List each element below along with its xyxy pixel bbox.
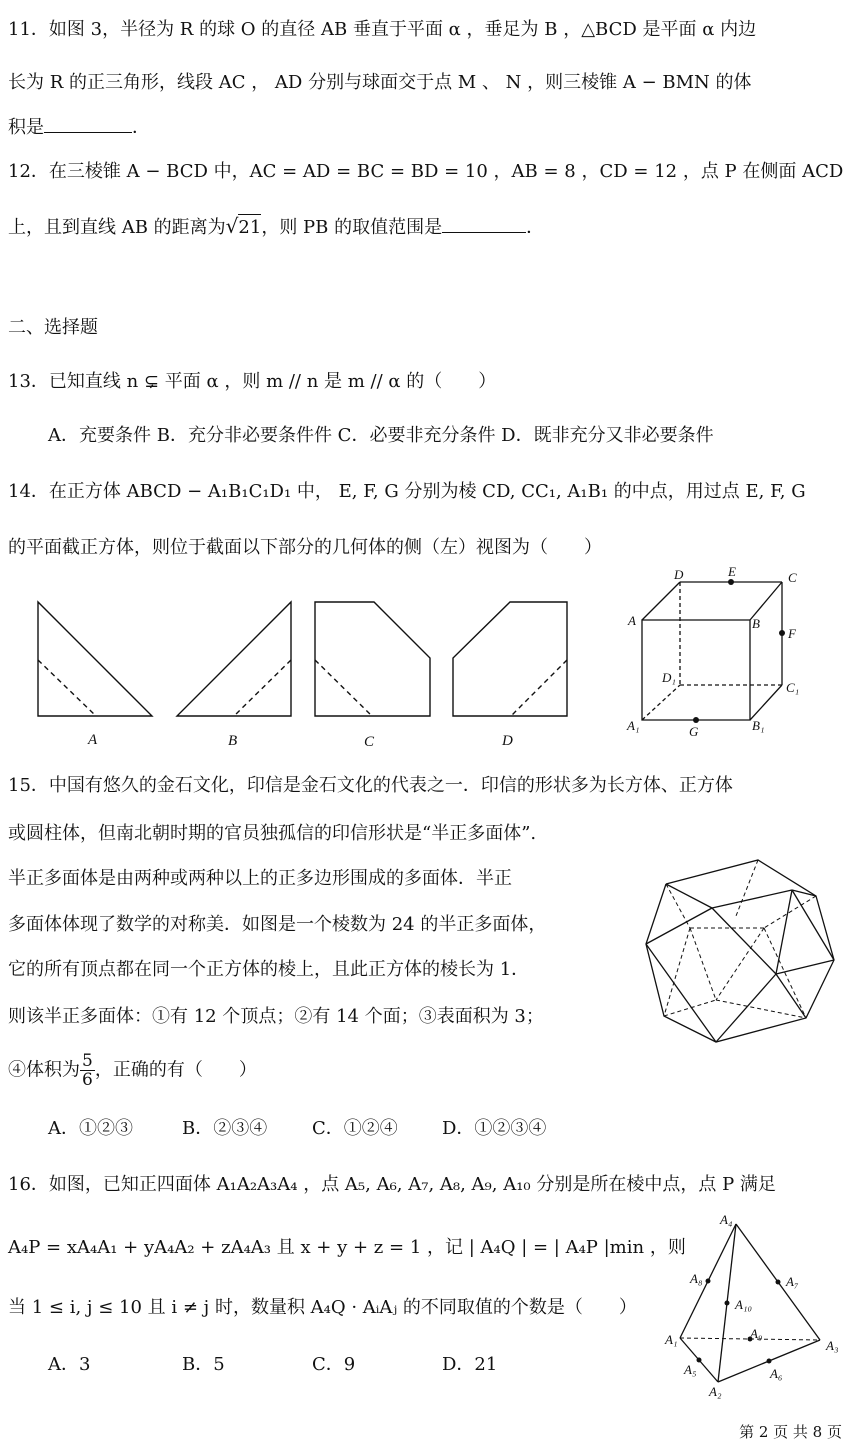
q16-option-d: D．21 (442, 1354, 498, 1375)
cube-label-f: F (788, 626, 796, 641)
answer-blank (44, 116, 132, 133)
section-title: 二、选择题 (8, 317, 98, 338)
cube-label-b: B (752, 616, 760, 631)
q16-option-b: B．5 (182, 1354, 225, 1375)
figure-label-d: D (502, 733, 513, 749)
q12-line-1: 12．在三棱锥 A − BCD 中，AC = AD = BC = BD = 10 ，AB = 8 ，CD = 12 ，点 P 在侧面 ACD (8, 161, 844, 182)
cube-label-d1: D₁ (662, 670, 676, 685)
q13-stem: 13．已知直线 n ⊊ 平面 α ，则 m // n 是 m // α 的（ ） (8, 371, 497, 392)
figure-b-dashed (234, 660, 291, 716)
tetra-label-a5: A₅ (684, 1362, 697, 1377)
tetra-label-a3: A₃ (826, 1338, 839, 1353)
tetra-label-a1: A₁ (665, 1332, 678, 1347)
fraction-denominator: 6 (82, 1070, 93, 1090)
q16-line-3: 当 1 ≤ i, j ≤ 10 且 i ≠ j 时，数量积 A₄Q · AᵢAⱼ 的不同取值的个数是（ ） (8, 1297, 637, 1318)
figure-b-outline (177, 602, 291, 716)
q12-end: ． (526, 217, 545, 238)
q11-line-3-text: 积是 (8, 117, 44, 138)
cube-diagram (620, 565, 820, 745)
q16-option-c: C．9 (312, 1354, 356, 1375)
fraction (80, 1052, 95, 1089)
q11-line-2: 长为 R 的正三角形，线段 AC ， AD 分别与球面交于点 M 、 N ，则三棱锥 A − BMN 的体 (8, 72, 752, 93)
q15-option-d: D．①②③④ (442, 1118, 547, 1139)
q15-line-4: 多面体体现了数学的对称美．如图是一个棱数为 24 的半正多面体， (8, 914, 547, 935)
q14-line-1: 14．在正方体 ABCD − A₁B₁C₁D₁ 中， E, F, G 分别为棱 CD, CC₁, A₁B₁ 的中点，用过点 E, F, G (8, 481, 806, 502)
q15-line-7a: ④体积为 (8, 1059, 80, 1081)
q15-line-5: 它的所有顶点都在同一个正方体的棱上，且此正方体的棱长为 1． (8, 959, 530, 980)
q12-line-2a: 上，且到直线 AB 的距离为 (8, 217, 226, 238)
figure-d-outline (453, 602, 567, 716)
q15-line-1: 15．中国有悠久的金石文化，印信是金石文化的代表之一．印信的形状多为长方体、正方体 (8, 775, 733, 796)
q15-option-c: C．①②④ (312, 1118, 398, 1139)
q15-line-7b: ，正确的有（ ） (94, 1059, 257, 1081)
q15-option-b: B．②③④ (182, 1118, 268, 1139)
q16-line-1: 16．如图，已知正四面体 A₁A₂A₃A₄ ，点 A₅, A₆, A₇, A₈, A₉, A₁₀ 分别是所在棱中点，点 P 满足 (8, 1174, 776, 1195)
q15-line-7 (8, 1052, 257, 1089)
figure-label-c: C (364, 734, 375, 750)
figure-a-outline (38, 602, 152, 716)
tetra-label-a8: A₈ (690, 1271, 703, 1286)
tetra-label-a4: A₄ (720, 1212, 733, 1227)
q15-line-2: 或圆柱体，但南北朝时期的官员独孤信的印信形状是“半正多面体”. (8, 823, 537, 844)
answer-blank (442, 216, 526, 233)
tetra-label-a10: A₁₀ (735, 1297, 752, 1312)
cube-label-d: D (674, 567, 684, 582)
q12-line-2 (8, 214, 544, 240)
figure-c-outline (315, 602, 430, 716)
sqrt-sign: √ (225, 214, 239, 238)
q16-line-2: A₄P = xA₄A₁ + yA₄A₂ + zA₄A₃ 且 x + y + z = 1 ，记 | A₄Q | = | A₄P |min ，则 (8, 1237, 686, 1258)
cube-label-c1: C₁ (786, 680, 800, 695)
cube-label-c: C (788, 570, 797, 585)
figure-a-dashed (38, 660, 96, 716)
cube-label-g: G (689, 724, 699, 739)
figure-d-dashed (511, 660, 567, 716)
point-f (779, 630, 785, 636)
fraction-numerator: 5 (82, 1051, 93, 1071)
q15-line-3: 半正多面体是由两种或两种以上的正多边形围成的多面体．半正 (8, 868, 512, 889)
cube-label-e: E (728, 564, 736, 579)
tetra-label-a6: A₆ (770, 1366, 783, 1381)
tetra-label-a7: A₇ (786, 1274, 799, 1289)
sqrt-radicand: 21 (238, 217, 262, 238)
cube-label-a: A (628, 613, 636, 628)
cube-label-b1: B₁ (752, 718, 765, 733)
tetra-label-a2: A₂ (709, 1384, 722, 1399)
page-number: 第 2 页 共 8 页 (739, 1423, 842, 1441)
tetra-label-a9: A₉ (750, 1326, 763, 1341)
figure-label-b: B (228, 733, 238, 749)
q11-end: ． (132, 117, 150, 138)
q15-line-6: 则该半正多面体：①有 12 个顶点；②有 14 个面；③表面积为 3； (8, 1006, 544, 1027)
polyhedron-diagram (640, 850, 840, 1050)
q16-option-a: A．3 (48, 1354, 91, 1375)
figure-label-a: A (88, 732, 98, 748)
q12-line-2b: ，则 PB 的取值范围是 (261, 217, 443, 238)
cube-label-a1: A₁ (627, 718, 640, 733)
q15-option-a: A．①②③ (48, 1118, 133, 1139)
q11-line-1: 11．如图 3，半径为 R 的球 O 的直径 AB 垂直于平面 α ，垂足为 B ，△BCD 是平面 α 内边 (8, 19, 757, 40)
q13-options: A．充要条件 B．充分非必要条件件 C．必要非充分条件 D．既非充分又非必要条件 (48, 425, 714, 446)
q14-line-2: 的平面截正方体，则位于截面以下部分的几何体的侧（左）视图为（ ） (8, 537, 602, 558)
figure-c-dashed (315, 660, 372, 716)
point-g (693, 717, 699, 723)
q11-line-3 (8, 116, 150, 140)
